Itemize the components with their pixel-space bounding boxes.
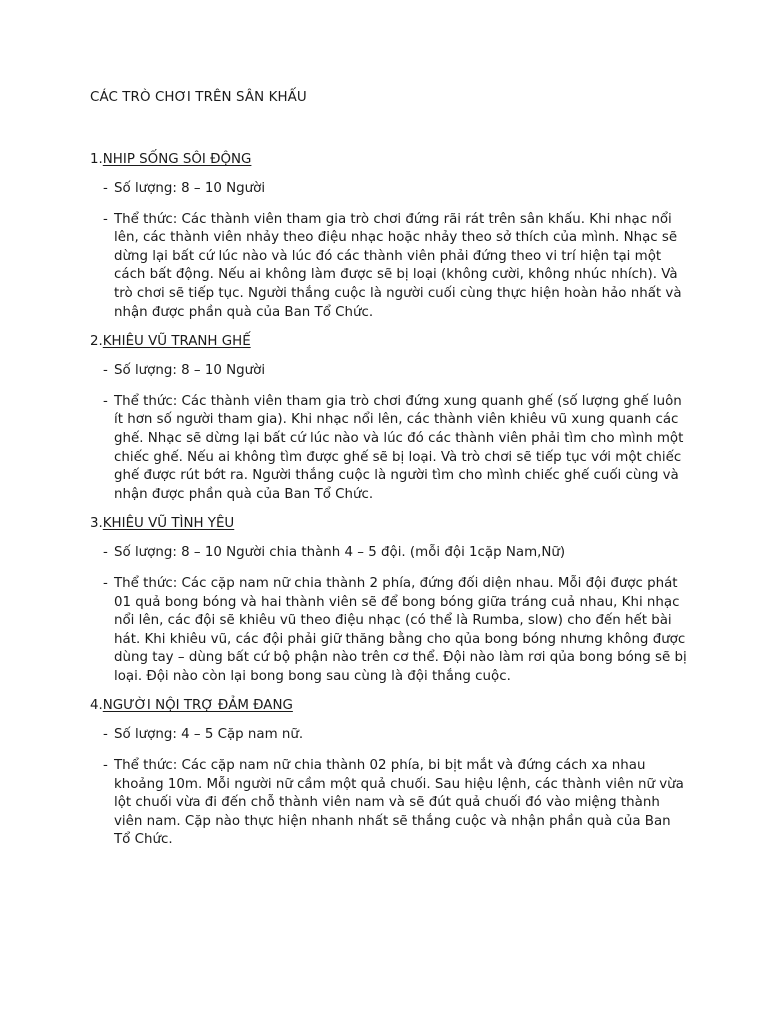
section-number: 2. (90, 334, 103, 350)
section-name: NHIP SỐNG SÔI ĐỘNG (102, 152, 252, 167)
dash-marker: - (103, 727, 108, 743)
quantity-item (90, 180, 690, 199)
quantity-text: Số lượng: 4 – 5 Cặp nam nữ. (114, 727, 304, 743)
dash-marker: - (103, 545, 108, 561)
rules-text: Thể thức: Các thành viên tham gia trò chơi đứng xung quanh ghế (số lượng ghế luôn ít hơn số người tham gia). Khi nhạc nổi lên, các thành viên khiêu vũ xung quanh các ghế. Nhạc sẽ dừng lại bất cứ lúc nào và lúc đó các thành viên phải tìm cho mình một chiếc ghế. Nếu ai không tìm được ghế sẽ bị loại. Và trò chơi sẽ tiếp tục với một chiếc ghế được rút bớt ra. Người thắng cuộc là người tìm cho mình chiếc ghế cuối cùng và nhận được phần quà của Ban Tổ Chức. (114, 393, 684, 502)
dash-marker: - (103, 363, 108, 379)
section-4 (90, 696, 690, 850)
section-name: NGƯỜI NỘI TRỢ ĐẢM ĐANG (102, 698, 293, 714)
rules-item (90, 575, 690, 687)
dash-marker: - (103, 181, 108, 196)
document-title: CÁC TRÒ CHƠI TRÊN SÂN KHẤU (90, 90, 307, 105)
quantity-text: Số lượng: 8 – 10 Người (114, 181, 266, 196)
quantity-item (90, 726, 690, 745)
section-name: KHIÊU VŨ TÌNH YÊU (102, 516, 235, 532)
dash-marker: - (103, 393, 108, 409)
section-number: 3. (90, 516, 103, 532)
quantity-text: Số lượng: 8 – 10 Người (114, 363, 266, 379)
dash-marker: - (103, 211, 108, 227)
rules-text: Thể thức: Các cặp nam nữ chia thành 02 phía, bi bịt mắt và đứng cách xa nhau khoảng 10m. Mỗi người nữ cầm một quả chuối. Sau hiệu lệnh, các thành viên nữ vừa lột chuối vừa đi đến chỗ thành viên nam và sẽ đút quả chuối đó vào miệng thành viên nam. Cặp nào thực hiện nhanh nhất sẽ thắng cuộc và nhận phần quà của Ban Tổ Chức. (114, 758, 684, 848)
section-heading (90, 332, 690, 352)
section-3 (90, 514, 690, 686)
section-1 (90, 150, 690, 322)
section-number: 4. (90, 698, 103, 714)
rules-item (90, 393, 690, 505)
document-page (90, 88, 690, 850)
dash-marker: - (103, 758, 108, 774)
rules-item (90, 757, 690, 850)
quantity-item (90, 362, 690, 381)
dash-marker: - (103, 575, 108, 591)
section-number: 1. (90, 152, 103, 167)
section-2 (90, 332, 690, 504)
section-heading (90, 696, 690, 716)
rules-text: Thể thức: Các cặp nam nữ chia thành 2 phía, đứng đối diện nhau. Mỗi đội được phát 01 quả bong bóng và hai thành viên sẽ để bong bóng giữa tráng cuả nhau, Khi nhạc nổi lên, các đội sẽ khiêu vũ theo điệu nhạc (có thể là Rumba, slow) cho đến hết bài hát. Khi khiêu vũ, các đội phải giữ thăng bằng cho qủa bong bóng nhưng không được dùng tay – dùng bất cứ bộ phận nào trên cơ thể. Đội nào làm rơi qủa bong bóng sẽ bị loại. Đội nào còn lại bong bong sau cùng là đội thắng cuộc. (114, 575, 687, 684)
rules-text: Thể thức: Các thành viên tham gia trò chơi đứng rãi rát trên sân khấu. Khi nhạc nổi lên, các thành viên nhảy theo điệu nhạc hoặc nhảy theo sở thích của mình. Nhạc sẽ dừng lại bất cứ lúc nào và lúc đó các thành viên phải đứng theo vi trí hiện tại một cách bất động. Nếu ai không làm được sẽ bị loại (không cười, không nhúc nhích). Và trò chơi sẽ tiếp tục. Người thắng cuộc là người cuối cùng thực hiện hoàn hảo nhất và nhận được phần quà của Ban Tổ Chức. (114, 211, 682, 320)
quantity-item (90, 544, 690, 563)
section-name: KHIÊU VŨ TRANH GHẾ (102, 334, 251, 350)
section-heading (90, 514, 690, 534)
quantity-text: Số lượng: 8 – 10 Người chia thành 4 – 5 đội. (mỗi đội 1cặp Nam,Nữ) (114, 545, 566, 561)
section-heading (90, 150, 690, 170)
rules-item (90, 211, 690, 323)
